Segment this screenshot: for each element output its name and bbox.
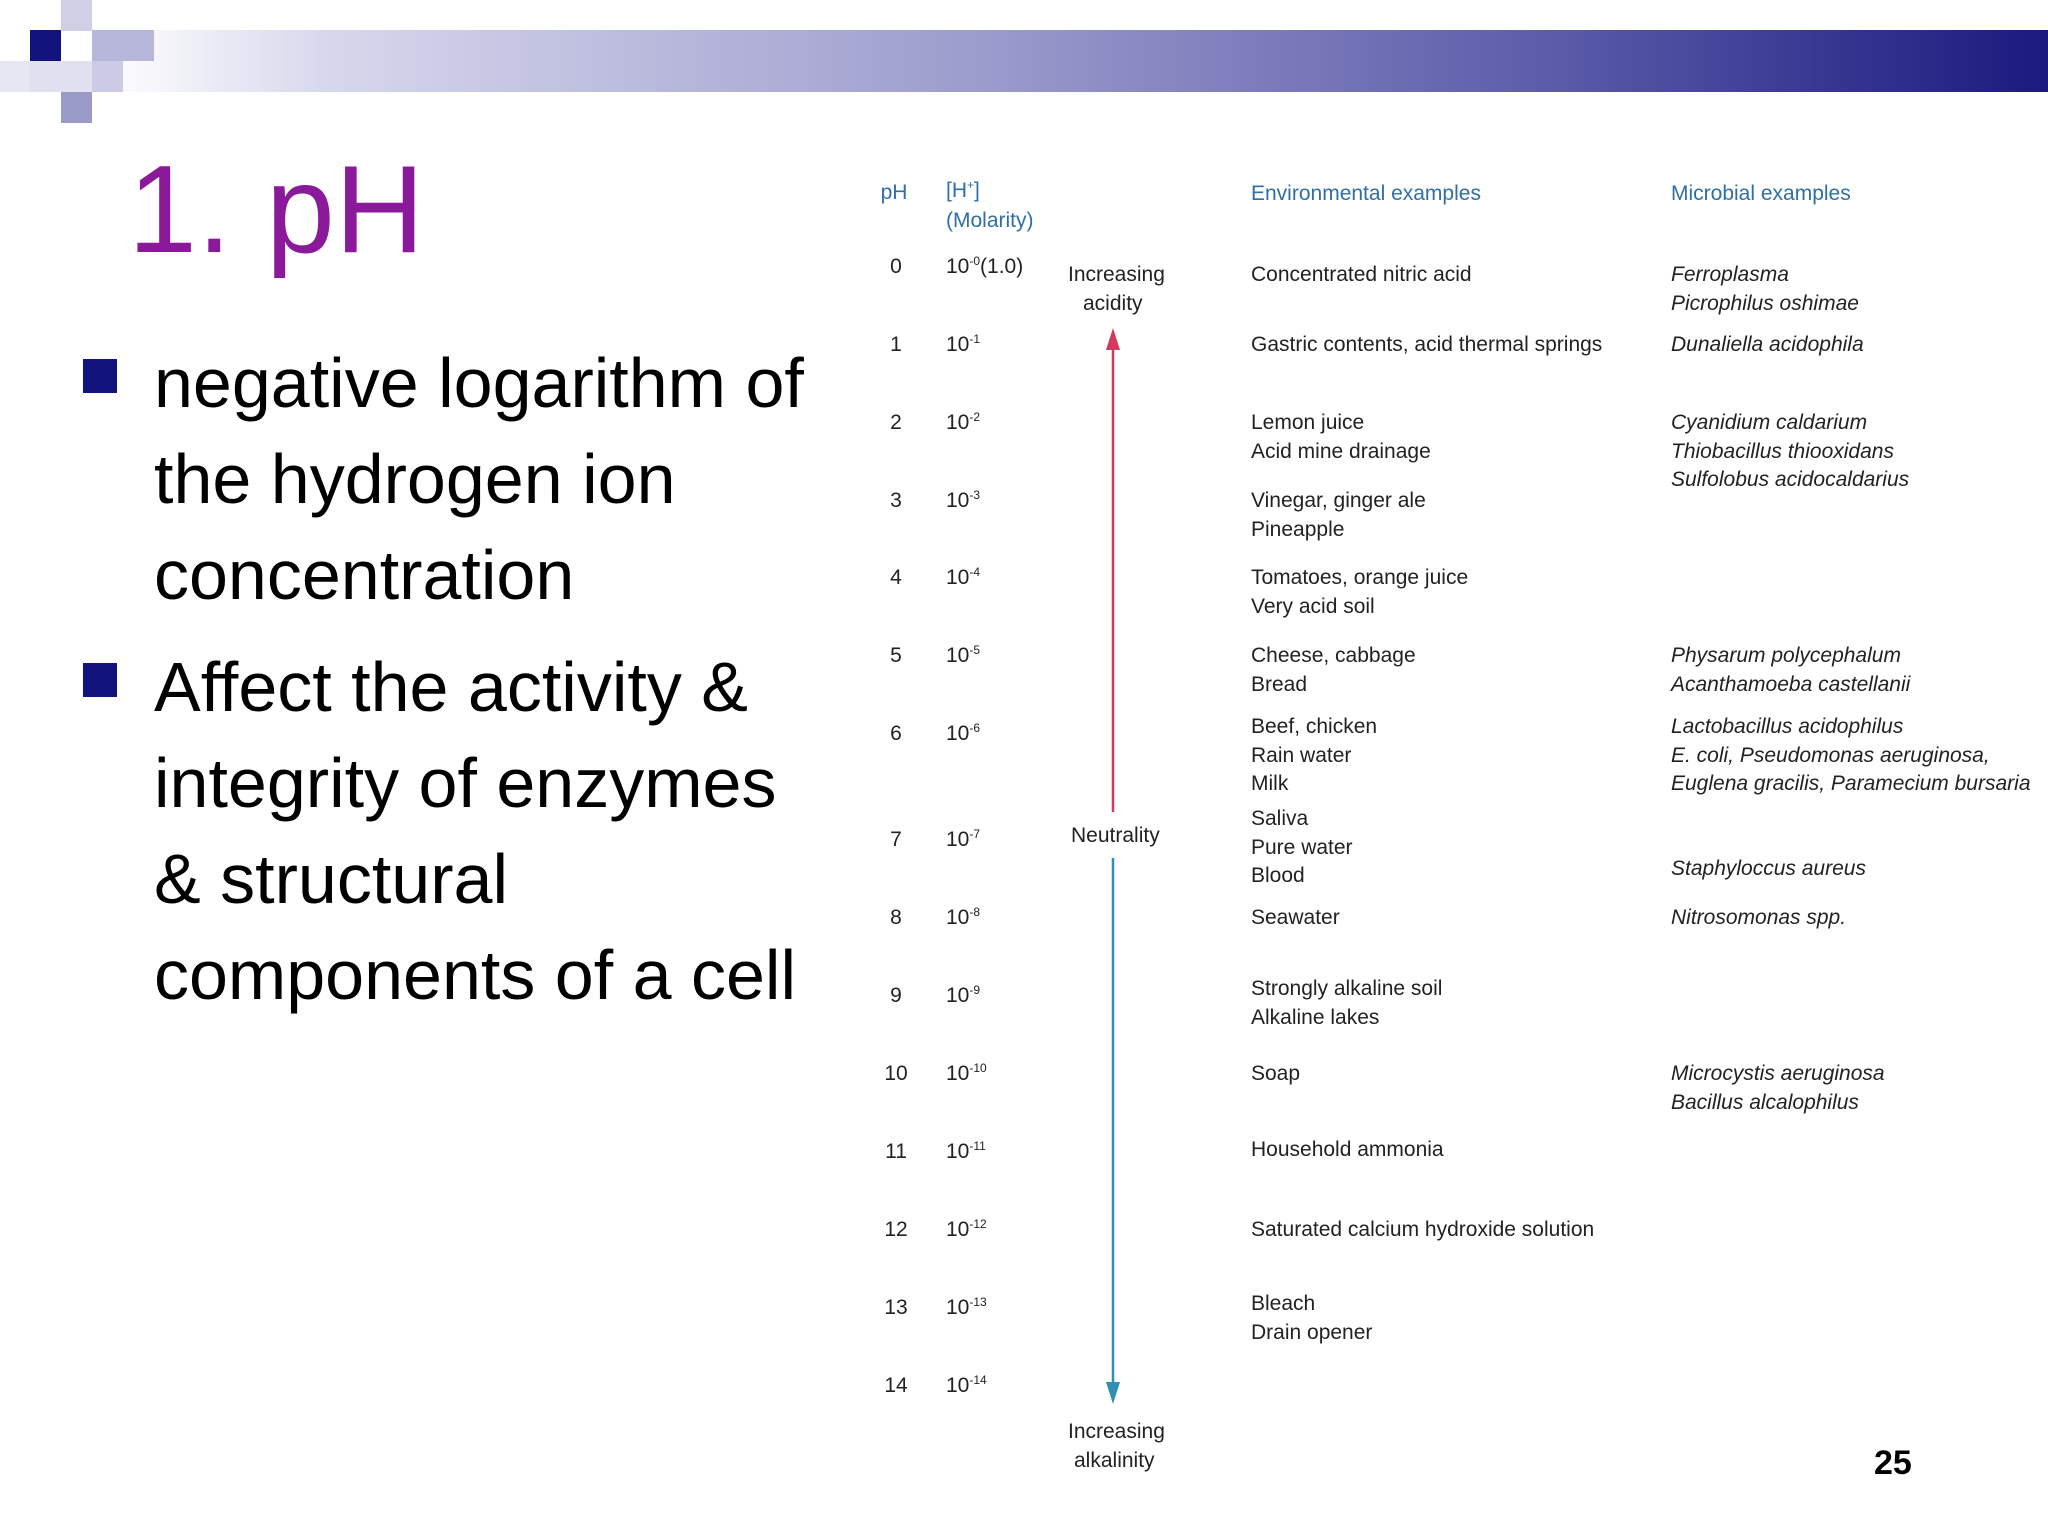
environmental-header: Environmental examples — [1251, 182, 1481, 205]
environmental-example: Bread — [1251, 672, 1308, 696]
h-ion-value: $10^{-11}$ — [946, 1139, 986, 1163]
microbial-example: Euglena gracilis, Paramecium bursaria — [1671, 772, 2031, 795]
increasing-alkalinity-label-top: Increasing — [1068, 1420, 1165, 1443]
h-ion-value: $10^{-4}$ — [946, 565, 981, 589]
alkalinity-arrowhead-icon — [1106, 1382, 1120, 1404]
h-ion-value: $10^{-13}$ — [946, 1295, 987, 1319]
environmental-example: Milk — [1251, 772, 1289, 795]
microbial-example: Cyanidium caldarium — [1671, 411, 1868, 434]
ph-value: 12 — [884, 1218, 908, 1241]
ph-value: 6 — [890, 722, 902, 745]
microbial-example: Picrophilus oshimae — [1671, 291, 1859, 315]
h-ion-value: $10^{-1}$ — [946, 332, 981, 356]
h-ion-value: $10^{-3}$ — [946, 488, 981, 512]
microbial-example: Sulfolobus acidocaldarius — [1671, 468, 1910, 491]
microbial-example: Physarum polycephalum — [1671, 644, 1901, 667]
page-number: 25 — [1874, 1444, 1912, 1482]
h-ion-value: $10^{-5}$ — [946, 643, 981, 667]
microbial-example: Thiobacillus thiooxidans — [1671, 439, 1894, 463]
h-ion-column-header: [H+] — [946, 178, 980, 202]
environmental-example: Saturated calcium hydroxide solution — [1251, 1218, 1595, 1241]
microbial-example: Microcystis aeruginosa — [1671, 1062, 1885, 1085]
h-ion-value: $10^{-10}$ — [946, 1061, 987, 1085]
h-ion-value: $10^{-2}$ — [946, 410, 981, 434]
increasing-alkalinity-label-bottom: alkalinity — [1074, 1449, 1155, 1472]
bullet-text: negative logarithm of the hydrogen ion concentration — [154, 344, 804, 614]
increasing-acidity-label-top: Increasing — [1068, 263, 1165, 286]
microbial-example: Ferroplasma — [1671, 263, 1789, 286]
environmental-example: Household ammonia — [1251, 1138, 1444, 1161]
microbial-example: Lactobacillus acidophilus — [1671, 715, 1904, 738]
ph-value: 0 — [890, 255, 902, 278]
environmental-example: Bleach — [1251, 1292, 1316, 1315]
ph-value: 4 — [890, 566, 902, 589]
ph-value: 1 — [890, 333, 902, 356]
environmental-example: Drain opener — [1251, 1320, 1373, 1344]
h-ion-value: $10^{-12}$ — [946, 1217, 987, 1241]
environmental-example: Pure water — [1251, 835, 1353, 859]
environmental-example: Blood — [1251, 864, 1305, 887]
neutrality-label: Neutrality — [1071, 824, 1160, 847]
ph-value: 2 — [890, 411, 902, 434]
ph-value: 3 — [890, 489, 902, 512]
slide-title: 1. pH — [128, 141, 425, 279]
environmental-example: Rain water — [1251, 743, 1352, 767]
environmental-example: Beef, chicken — [1251, 715, 1378, 738]
environmental-example: Tomatoes, orange juice — [1251, 566, 1469, 589]
ph-value: 14 — [884, 1374, 908, 1397]
environmental-example: Cheese, cabbage — [1251, 644, 1416, 667]
h-ion-value: $10^{-14}$ — [946, 1373, 987, 1397]
ph-column-header: pH — [880, 181, 908, 204]
microbial-example: Acanthamoeba castellanii — [1671, 672, 1911, 696]
h-ion-value: $10^{-8}$ — [946, 905, 981, 929]
h-ion-value: $10^{-0}(1.0)$ — [946, 254, 1024, 278]
microbial-header: Microbial examples — [1671, 182, 1851, 205]
ph-value: 8 — [890, 906, 902, 929]
environmental-example: Saliva — [1251, 807, 1309, 830]
ph-value: 7 — [890, 828, 902, 851]
environmental-example: Lemon juice — [1251, 411, 1365, 434]
environmental-example: Alkaline lakes — [1251, 1005, 1380, 1029]
microbial-example: Dunaliella acidophila — [1671, 333, 1864, 356]
environmental-example: Seawater — [1251, 906, 1340, 929]
ph-value: 5 — [890, 644, 902, 667]
h-ion-value: $10^{-6}$ — [946, 721, 981, 745]
bullet-text: Affect the activity & integrity of enzymes & structural components of a cell — [154, 648, 797, 1014]
ph-value: 13 — [884, 1296, 908, 1319]
ph-value: 9 — [890, 984, 902, 1007]
environmental-example: Gastric contents, acid thermal springs — [1251, 333, 1603, 356]
environmental-example: Very acid soil — [1251, 594, 1375, 618]
environmental-example: Acid mine drainage — [1251, 439, 1431, 463]
microbial-example: Bacillus alcalophilus — [1671, 1090, 1859, 1114]
microbial-example: Nitrosomonas spp. — [1671, 906, 1847, 929]
microbial-example: E. coli, Pseudomonas aeruginosa, — [1671, 743, 1990, 767]
environmental-example: Soap — [1251, 1062, 1301, 1085]
increasing-acidity-label-bottom: acidity — [1083, 292, 1143, 315]
h-ion-unit-header: (Molarity) — [946, 209, 1034, 232]
ph-value: 10 — [884, 1062, 908, 1085]
acidity-arrowhead-icon — [1106, 328, 1120, 350]
microbial-example: Staphyloccus aureus — [1671, 857, 1866, 880]
environmental-example: Concentrated nitric acid — [1251, 263, 1472, 286]
ph-value: 11 — [885, 1140, 907, 1163]
environmental-example: Pineapple — [1251, 517, 1345, 541]
h-ion-value: $10^{-9}$ — [946, 983, 981, 1007]
environmental-example: Vinegar, ginger ale — [1251, 489, 1426, 512]
h-ion-value: $10^{-7}$ — [946, 827, 981, 851]
environmental-example: Strongly alkaline soil — [1251, 977, 1443, 1000]
